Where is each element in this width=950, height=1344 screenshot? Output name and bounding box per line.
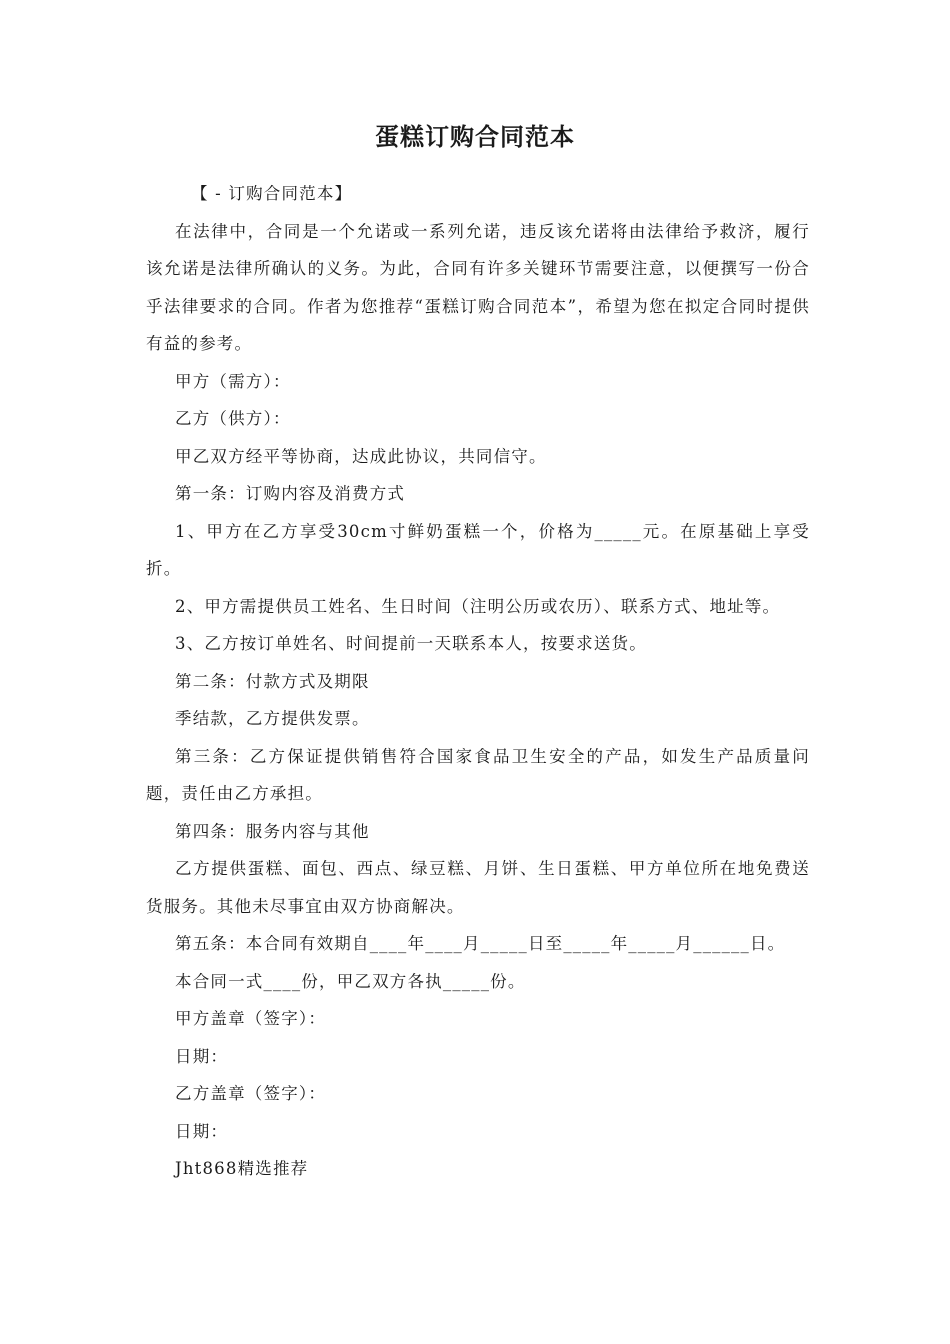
- document-body: [146, 175, 810, 1188]
- article-1-item-3: 3、乙方按订单姓名、时间提前一天联系本人，按要求送货。: [175, 634, 647, 653]
- footer-recommendation: Jht868精选推荐: [175, 1159, 309, 1178]
- article-2-text: 季结款，乙方提供发票。: [175, 709, 370, 728]
- article-1-heading: 第一条：订购内容及消费方式: [175, 484, 406, 503]
- article-1-item-1: 1、甲方在乙方享受30cm寸鲜奶蛋糕一个，价格为_____元。在原基础上享受折。: [146, 521, 810, 578]
- party-a-line: 甲方（需方）：: [175, 371, 291, 391]
- article-1-item-2: 2、甲方需提供员工姓名、生日时间（注明公历或农历）、联系方式、地址等。: [175, 596, 781, 616]
- copies-statement: 本合同一式____份，甲乙双方各执_____份。: [175, 971, 526, 991]
- document-title: 蛋糕订购合同范本: [375, 123, 575, 151]
- article-2-heading: 第二条：付款方式及期限: [175, 671, 370, 691]
- party-b-line: 乙方（供方）：: [175, 409, 291, 428]
- article-4-heading: 第四条：服务内容与其他: [175, 821, 370, 841]
- article-3-text: 第三条：乙方保证提供销售符合国家食品卫生安全的产品，如发生产品质量问题，责任由乙方承担。: [146, 746, 810, 803]
- article-4-text: 乙方提供蛋糕、面包、西点、绿豆糕、月饼、生日蛋糕、甲方单位所在地免费送货服务。其他未尽事宜由双方协商解决。: [146, 859, 810, 916]
- party-b-signature: 乙方盖章（签字）：: [175, 1084, 327, 1103]
- party-a-date: 日期：: [175, 1046, 229, 1066]
- agreement-statement: 甲乙双方经平等协商，达成此协议，共同信守。: [175, 446, 547, 466]
- intro-paragraph: 在法律中，合同是一个允诺或一系列允诺，违反该允诺将由法律给予救济，履行该允诺是法律所确认的义务。为此，合同有许多关键环节需要注意，以便撰写一份合乎法律要求的合同。作者为您推荐“蛋糕订购合同范本”，希望为您在拟定合同时提供有益的参考。: [146, 221, 810, 353]
- document-subtitle: 【 - 订购合同范本】: [191, 184, 353, 203]
- party-b-date: 日期：: [175, 1121, 229, 1141]
- article-5-text: 第五条：本合同有效期自____年____月_____日至_____年_____月______日。: [175, 934, 786, 953]
- party-a-signature: 甲方盖章（签字）：: [175, 1009, 327, 1028]
